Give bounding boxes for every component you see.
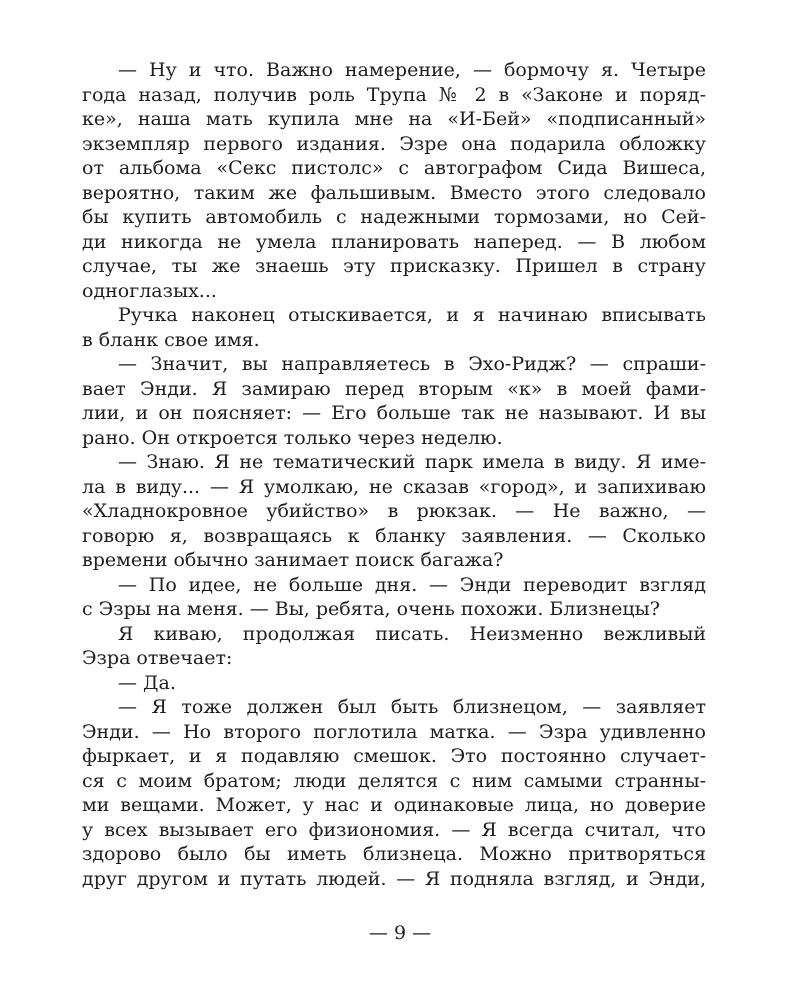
text-line: вает Энди. Я замираю перед вторым «к» в моей фами- xyxy=(82,377,706,400)
text-line: фыркает, и я подавляю смешок. Это постоянно случает- xyxy=(82,745,706,767)
text-line: — По идее, не больше дня. — Энди переводит взгляд xyxy=(118,573,706,596)
text-line: у всех вызывает его физиономия. — Я всегда считал, что xyxy=(82,818,706,841)
text-line: «Хладнокровное убийство» в рюкзак. — Не важно, — xyxy=(82,500,706,522)
paragraph xyxy=(82,573,706,622)
text-line: ся с моим братом; люди делятся с ним самыми странны- xyxy=(82,769,706,792)
text-line: Эзра отвечает: xyxy=(82,647,233,669)
paragraph xyxy=(82,450,706,573)
text-line: — Значит, вы направляетесь в Эхо-Ридж? — спраши- xyxy=(118,353,706,375)
paragraph xyxy=(82,58,706,303)
text-line: — Знаю. Я не тематический парк имела в виду. Я име- xyxy=(118,451,706,473)
text-line: — Да. xyxy=(118,671,176,694)
text-line: ла в виду... — Я умолкаю, не сказав «город», и запихиваю xyxy=(82,475,706,498)
text-line: вероятно, таким же фальшивым. Вместо этого следовало xyxy=(82,181,706,204)
text-line: ке», наша мать купила мне на «И-Бей» «подписанный» xyxy=(82,108,706,130)
text-line: ди никогда не умела планировать наперед. — В любом xyxy=(82,230,706,253)
text-line: времени обычно занимает поиск багажа? xyxy=(82,549,504,571)
text-line: с Эзры на меня. — Вы, ребята, очень похожи. Близнецы? xyxy=(82,598,660,620)
paragraph xyxy=(82,695,706,891)
text-line: Энди. — Но второго поглотила матка. — Эзра удивленно xyxy=(82,720,706,743)
text-line: друг другом и путать людей. — Я подняла взгляд, и Энди, xyxy=(82,867,706,890)
paragraph xyxy=(82,352,706,450)
text-line: — Ну и что. Важно намерение, — бормочу я. Четыре xyxy=(118,59,706,81)
text-line: Ручка наконец отыскивается, и я начинаю вписывать xyxy=(118,304,706,326)
text-line: года назад, получив роль Трупа № 2 в «Законе и поряд- xyxy=(82,83,706,106)
paragraph xyxy=(82,622,706,671)
text-line: здорово было бы иметь близнеца. Можно притворяться xyxy=(82,843,706,865)
text-line: одноглазых... xyxy=(82,279,217,302)
text-line: экземпляр первого издания. Эзре она подарила обложку xyxy=(82,132,706,155)
page-body xyxy=(82,58,706,891)
text-line: в бланк свое имя. xyxy=(82,328,260,351)
text-line: — Я тоже должен был быть близнецом, — заявляет xyxy=(118,696,706,718)
paragraph xyxy=(82,303,706,352)
text-line: рано. Он откроется только через неделю. xyxy=(82,426,503,449)
paragraph xyxy=(82,671,706,696)
text-line: ми вещами. Может, у нас и одинаковые лица, но доверие xyxy=(82,794,706,816)
text-line: говорю я, возвращаясь к бланку заявления. — Сколько xyxy=(82,524,706,547)
text-line: Я киваю, продолжая писать. Неизменно вежливый xyxy=(118,622,706,645)
text-line: случае, ты же знаешь эту присказку. Пришел в страну xyxy=(82,255,706,277)
text-line: от альбома «Секс пистолс» с автографом Сида Вишеса, xyxy=(82,157,706,179)
text-line: бы купить автомобиль с надежными тормозами, но Сей- xyxy=(82,206,706,228)
page-number: — 9 — xyxy=(368,922,432,944)
text-line: лии, и он поясняет: — Его больше так не называют. И вы xyxy=(82,402,706,424)
